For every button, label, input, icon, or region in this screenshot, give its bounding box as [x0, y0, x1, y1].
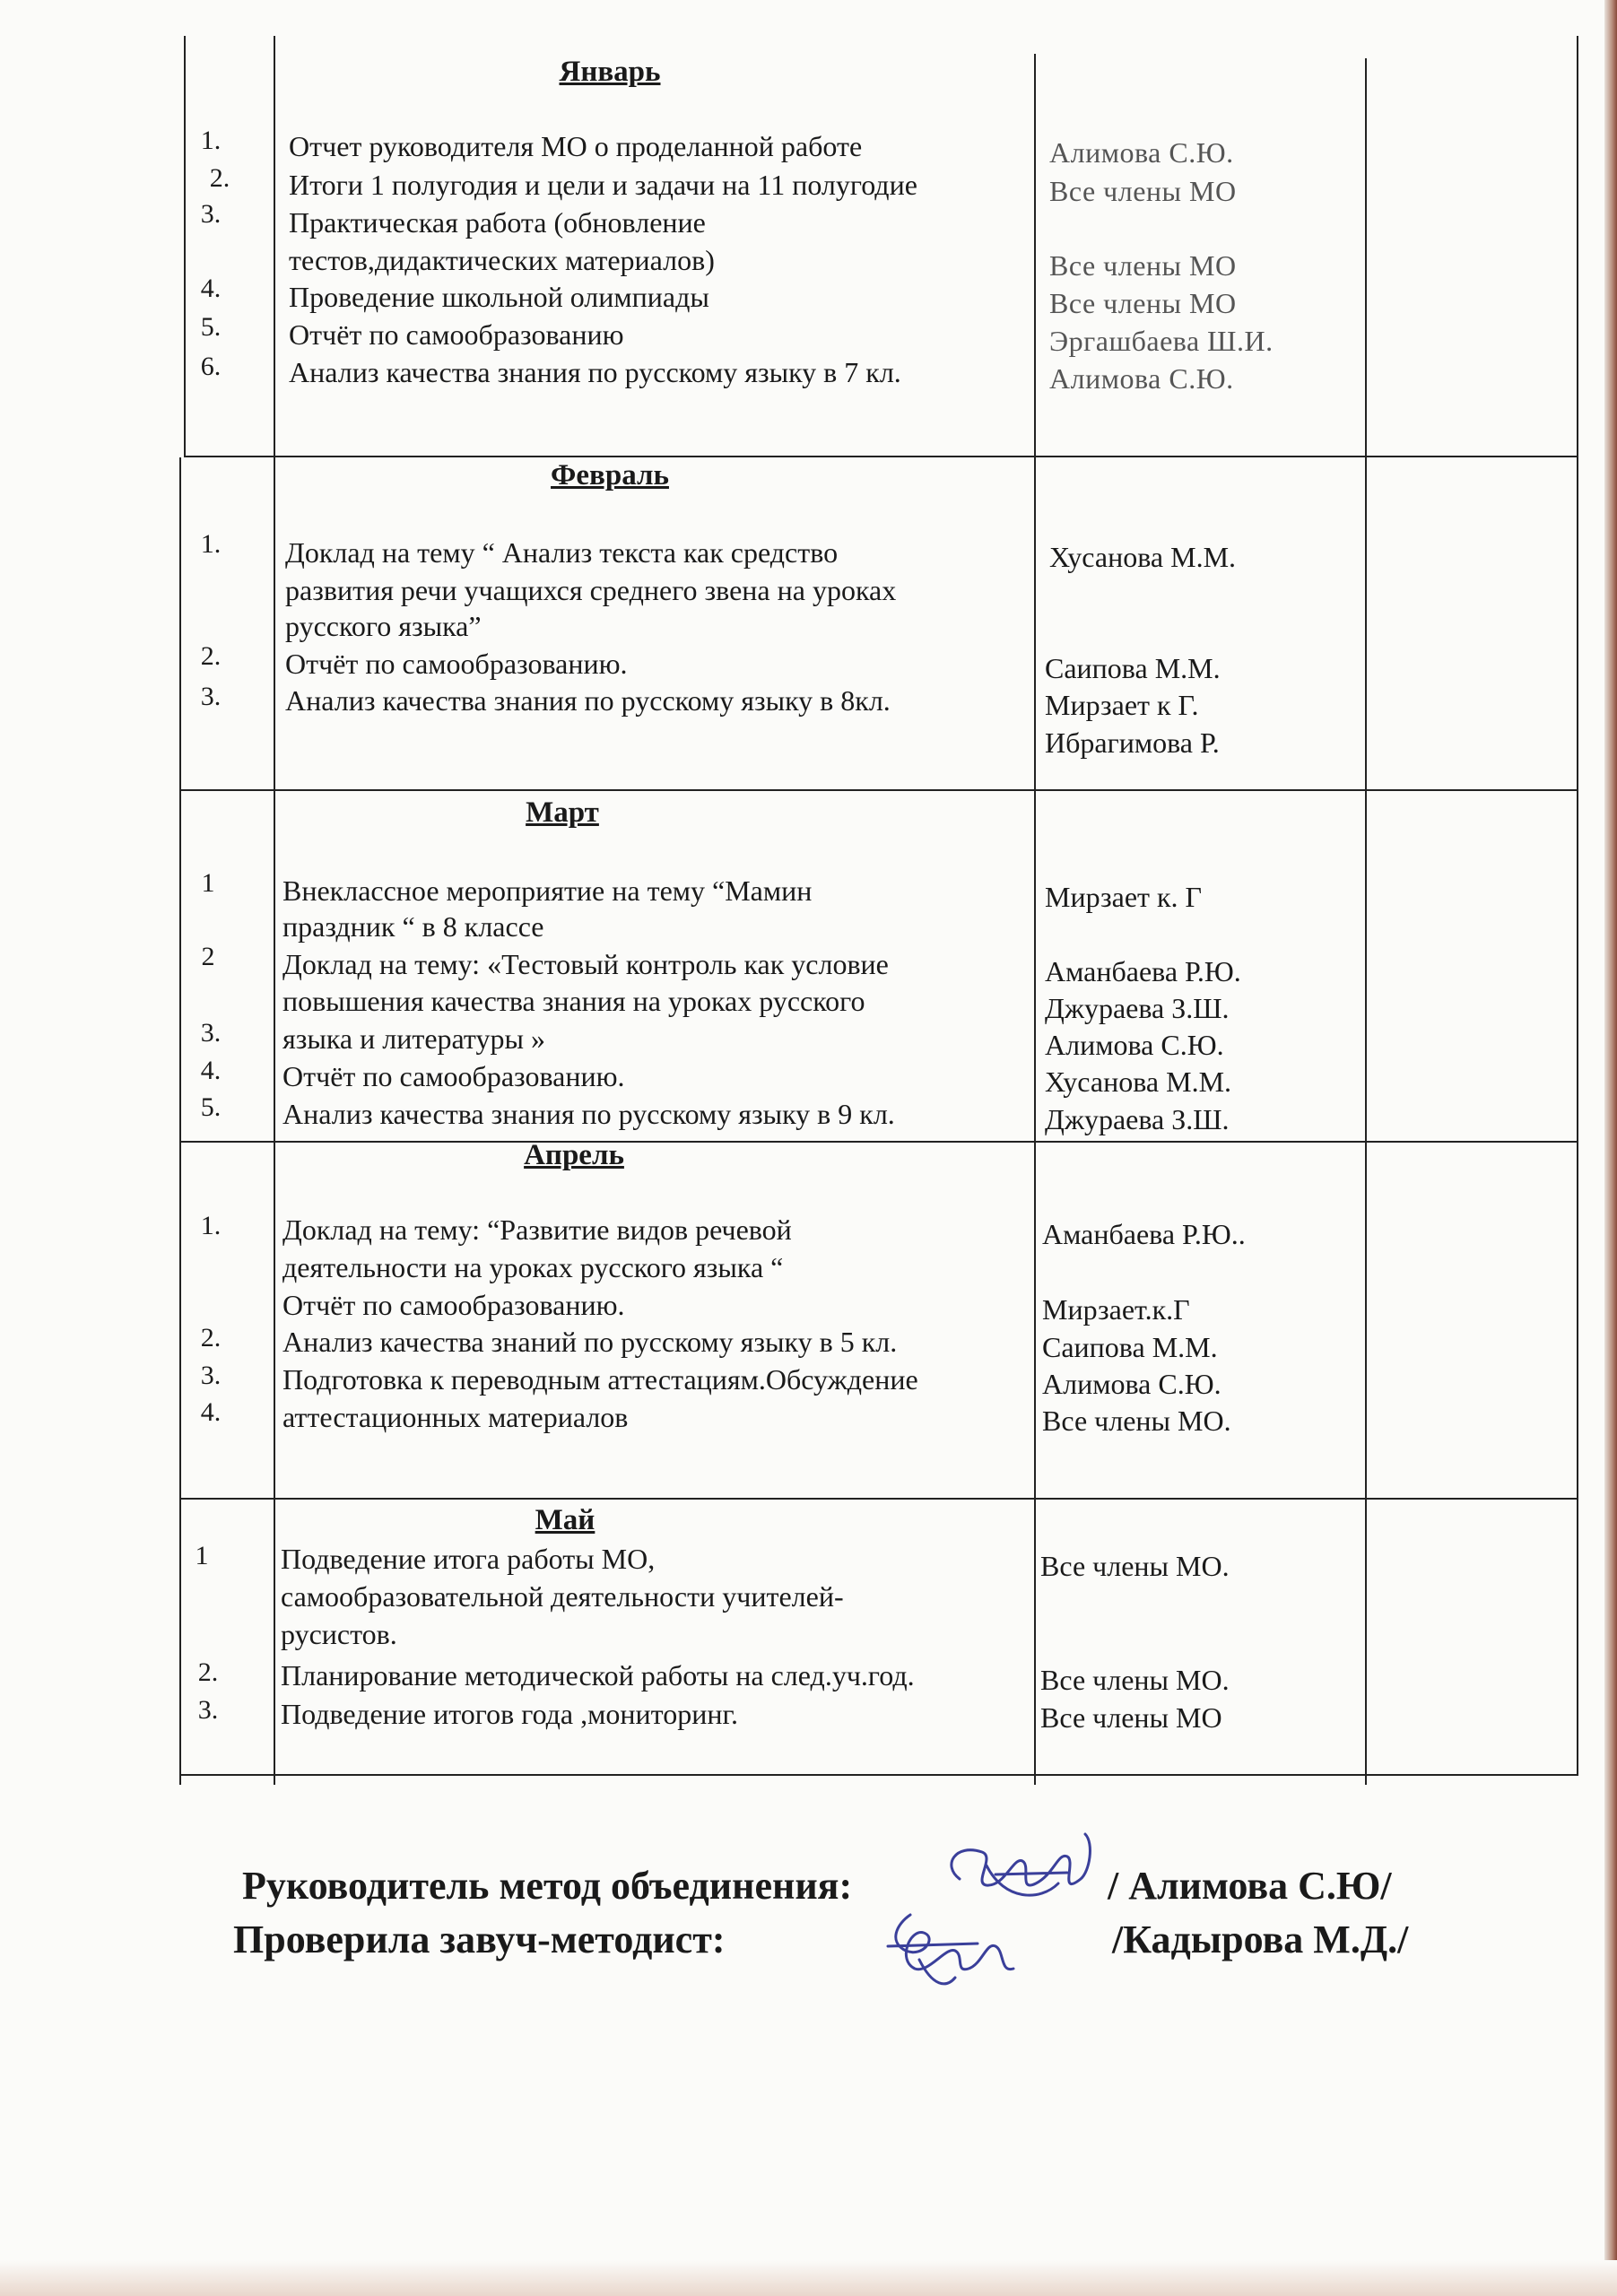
responsible-person: Мирзает к. Г [1045, 881, 1203, 913]
responsible-person: Все члены МО. [1040, 1550, 1230, 1582]
task-line: Подведение итогов года ,мониторинг. [281, 1698, 738, 1730]
responsible-person: Джураева З.Ш. [1045, 1103, 1230, 1135]
checked-label: Проверила завуч-методист: [233, 1918, 726, 1961]
head-label: Руководитель метод объединения: [242, 1864, 853, 1908]
task-line: Подготовка к переводным аттестациям.Обсуждение [283, 1363, 918, 1396]
row-number: 3. [200, 1018, 222, 1048]
task-line: праздник “ в 8 классе [283, 910, 544, 943]
task-line: Анализ качества знания по русскому языку в 8кл. [285, 684, 891, 717]
task-line: Отчёт по самообразованию. [283, 1060, 625, 1092]
row-number: 1. [200, 1211, 222, 1240]
task-line: Внеклассное мероприятие на тему “Мамин [283, 874, 813, 907]
row-number: 3. [200, 1361, 222, 1390]
month-title-february: Февраль [551, 459, 669, 491]
row-number: 1. [200, 529, 222, 559]
task-line: Практическая работа (обновление [289, 206, 706, 239]
responsible-person: Мирзает.к.Г [1042, 1293, 1190, 1326]
responsible-person: Хусанова М.М. [1049, 541, 1237, 573]
responsible-person: Саипова М.М. [1045, 652, 1221, 684]
responsible-person: Джураева З.Ш. [1045, 992, 1230, 1024]
row-number: 2 [201, 942, 215, 971]
task-line: Анализ качества знаний по русскому языку в 5 кл. [283, 1326, 898, 1358]
task-line: Отчёт по самообразованию. [283, 1289, 625, 1321]
row-number: 6. [200, 352, 222, 381]
task-line: Анализ качества знания по русскому языку в 9 кл. [283, 1098, 895, 1130]
month-title-april: Апрель [524, 1139, 624, 1171]
row-number: 5. [200, 312, 222, 342]
task-line: повышения качества знания на уроках русского [283, 985, 865, 1017]
month-title-january: Январь [559, 56, 661, 88]
task-line: Анализ качества знания по русскому языку в 7 кл. [289, 356, 901, 388]
checked-signature [870, 1906, 1022, 1991]
task-line: тестов,дидактических материалов) [289, 244, 715, 276]
row-number: 4. [200, 1397, 222, 1427]
task-line: русистов. [281, 1618, 397, 1650]
responsible-person: Аманбаева Р.Ю. [1045, 955, 1241, 987]
responsible-person: Ибрагимова Р. [1045, 726, 1220, 759]
responsible-person: Все члены МО [1049, 249, 1237, 282]
row-number: 2. [197, 1657, 219, 1687]
task-line: русского языка” [285, 610, 482, 642]
checked-name: /Кадырова М.Д./ [1112, 1918, 1409, 1961]
task-line: деятельности на уроках русского языка “ [283, 1251, 784, 1283]
task-line: Проведение школьной олимпиады [289, 281, 709, 313]
responsible-person: Хусанова М.М. [1045, 1065, 1232, 1098]
head-name: / Алимова С.Ю/ [1108, 1864, 1392, 1908]
row-number: 1 [195, 1541, 209, 1570]
row-number: 2. [200, 641, 222, 671]
task-line: развития речи учащихся среднего звена на уроках [285, 574, 897, 606]
task-line: Доклад на тему: «Тестовый контроль как условие [283, 948, 889, 980]
row-number: 2. [209, 163, 230, 193]
task-line: самообразовательной деятельности учителей- [281, 1580, 844, 1613]
page-bottom-shadow [0, 2260, 1617, 2296]
responsible-person: Алимова С.Ю. [1045, 1029, 1224, 1061]
responsible-person: Все члены МО [1040, 1701, 1222, 1734]
month-title-may: Май [535, 1504, 596, 1536]
responsible-person: Мирзает к Г. [1045, 689, 1199, 721]
row-number: 3. [200, 682, 222, 711]
task-line: Отчёт по самообразованию [289, 318, 624, 351]
task-line: Доклад на тему “ Анализ текста как средство [285, 536, 839, 569]
responsible-person: Эргашбаева Ш.И. [1049, 325, 1274, 357]
row-number: 4. [200, 274, 222, 303]
task-line: Отчет руководителя МО о проделанной работе [289, 130, 863, 162]
responsible-person: Саипова М.М. [1042, 1331, 1218, 1363]
task-line: аттестационных материалов [283, 1401, 629, 1433]
row-number: 3. [200, 199, 222, 229]
task-line: Планирование методической работы на след.уч.год. [281, 1659, 915, 1692]
responsible-person: Все члены МО. [1040, 1664, 1230, 1696]
row-number: 4. [200, 1056, 222, 1085]
row-number: 3. [197, 1695, 219, 1725]
responsible-person: Алимова С.Ю. [1049, 362, 1234, 395]
task-line: языка и литературы » [283, 1022, 545, 1055]
task-line: Доклад на тему: “Развитие видов речевой [283, 1213, 792, 1246]
task-line: Подведение итога работы МО, [281, 1543, 656, 1575]
responsible-person: Все члены МО [1049, 175, 1237, 207]
task-line: Итоги 1 полугодия и цели и задачи на 11 полугодие [289, 169, 917, 201]
responsible-person: Алимова С.Ю. [1049, 136, 1234, 169]
row-number: 2. [200, 1323, 222, 1352]
responsible-person: Алимова С.Ю. [1042, 1368, 1221, 1400]
task-line: Отчёт по самообразованию. [285, 648, 628, 680]
responsible-person: Все члены МО. [1042, 1405, 1231, 1437]
page-edge [1604, 0, 1617, 2296]
row-number: 5. [200, 1092, 222, 1122]
row-number: 1 [201, 868, 215, 898]
responsible-person: Аманбаева Р.Ю.. [1042, 1218, 1246, 1250]
row-number: 1. [200, 126, 222, 155]
month-title-march: Март [526, 796, 599, 829]
responsible-person: Все члены МО [1049, 287, 1237, 319]
